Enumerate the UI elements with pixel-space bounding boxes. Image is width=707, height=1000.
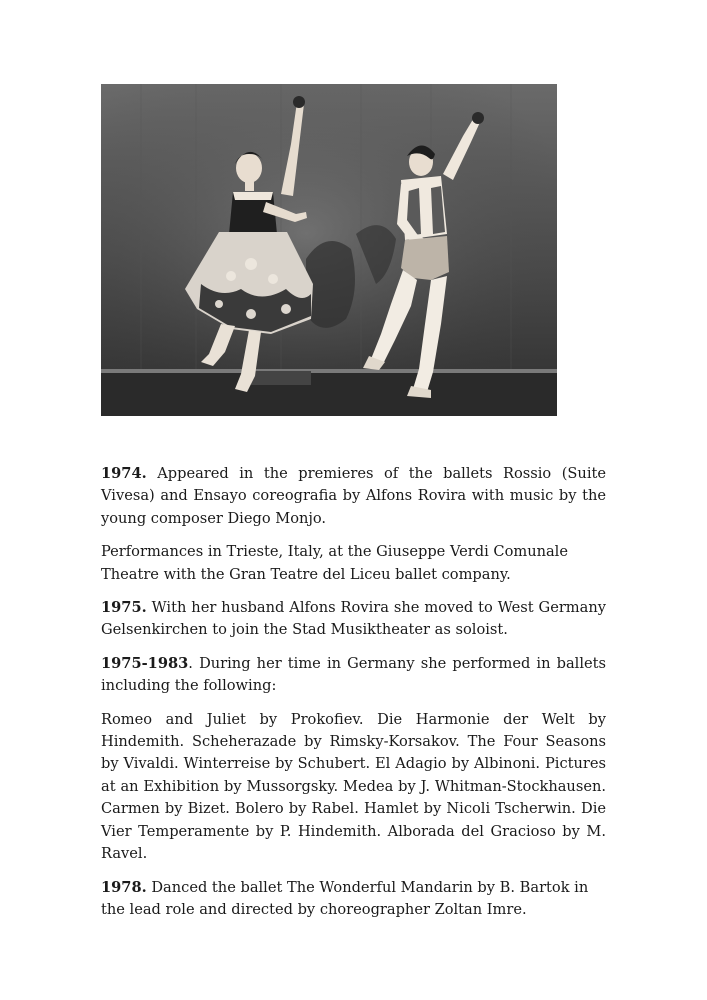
paragraph-text: . During her time in Germany she performed in ballets including the following:: [101, 654, 606, 695]
paragraph-text: Performances in Trieste, Italy, at the Giuseppe Verdi Comunale Theatre with the Gran Teatre del Liceu ballet company.: [101, 543, 568, 583]
ballet-photo: [101, 84, 557, 416]
paragraph-1978: [101, 877, 606, 922]
paragraph-text: With her husband Alfons Rovira she moved to West Germany Gelsenkirchen to join the Stad Musiktheater as soloist.: [101, 599, 606, 639]
year-label: 1975-1983: [101, 654, 189, 672]
biography-text: [101, 463, 606, 932]
paragraph-trieste: [101, 541, 606, 586]
paragraph-1975-1983: [101, 653, 606, 698]
dancers-illustration: [101, 84, 557, 416]
paragraph-1975: [101, 597, 606, 642]
paragraph-text: Romeo and Juliet by Prokofiev. Die Harmonie der Welt by Hindemith. Scheherazade by Rimsky-Korsakov. The Four Seasons by Vivaldi. Winterreise by Schubert. El Adagio by Albinoni. Pictures at an Exhibition by Mussorgsky. Medea by J. Whitman-Stockhausen. Carmen by Bizet. Bolero by Rabel. Hamlet by Nicoli Tscherwin. Die Vier Temperamente by P. Hindemith. Alborada del Gracioso by M. Ravel.: [101, 710, 606, 863]
paragraph-text: Danced the ballet The Wonderful Mandarin by B. Bartok in the lead role and directed by choreographer Zoltan Imre.: [101, 878, 589, 918]
paragraph-1974: [101, 463, 606, 530]
year-label: 1975.: [101, 599, 147, 617]
year-label: 1978.: [101, 878, 147, 896]
paragraph-ballet-list: [101, 709, 606, 866]
paragraph-text: Appeared in the premieres of the ballets Rossio (Suite Vivesa) and Ensayo coreografia by Alfons Rovira with music by the young composer Diego Monjo.: [101, 465, 606, 527]
year-label: 1974.: [101, 465, 147, 482]
